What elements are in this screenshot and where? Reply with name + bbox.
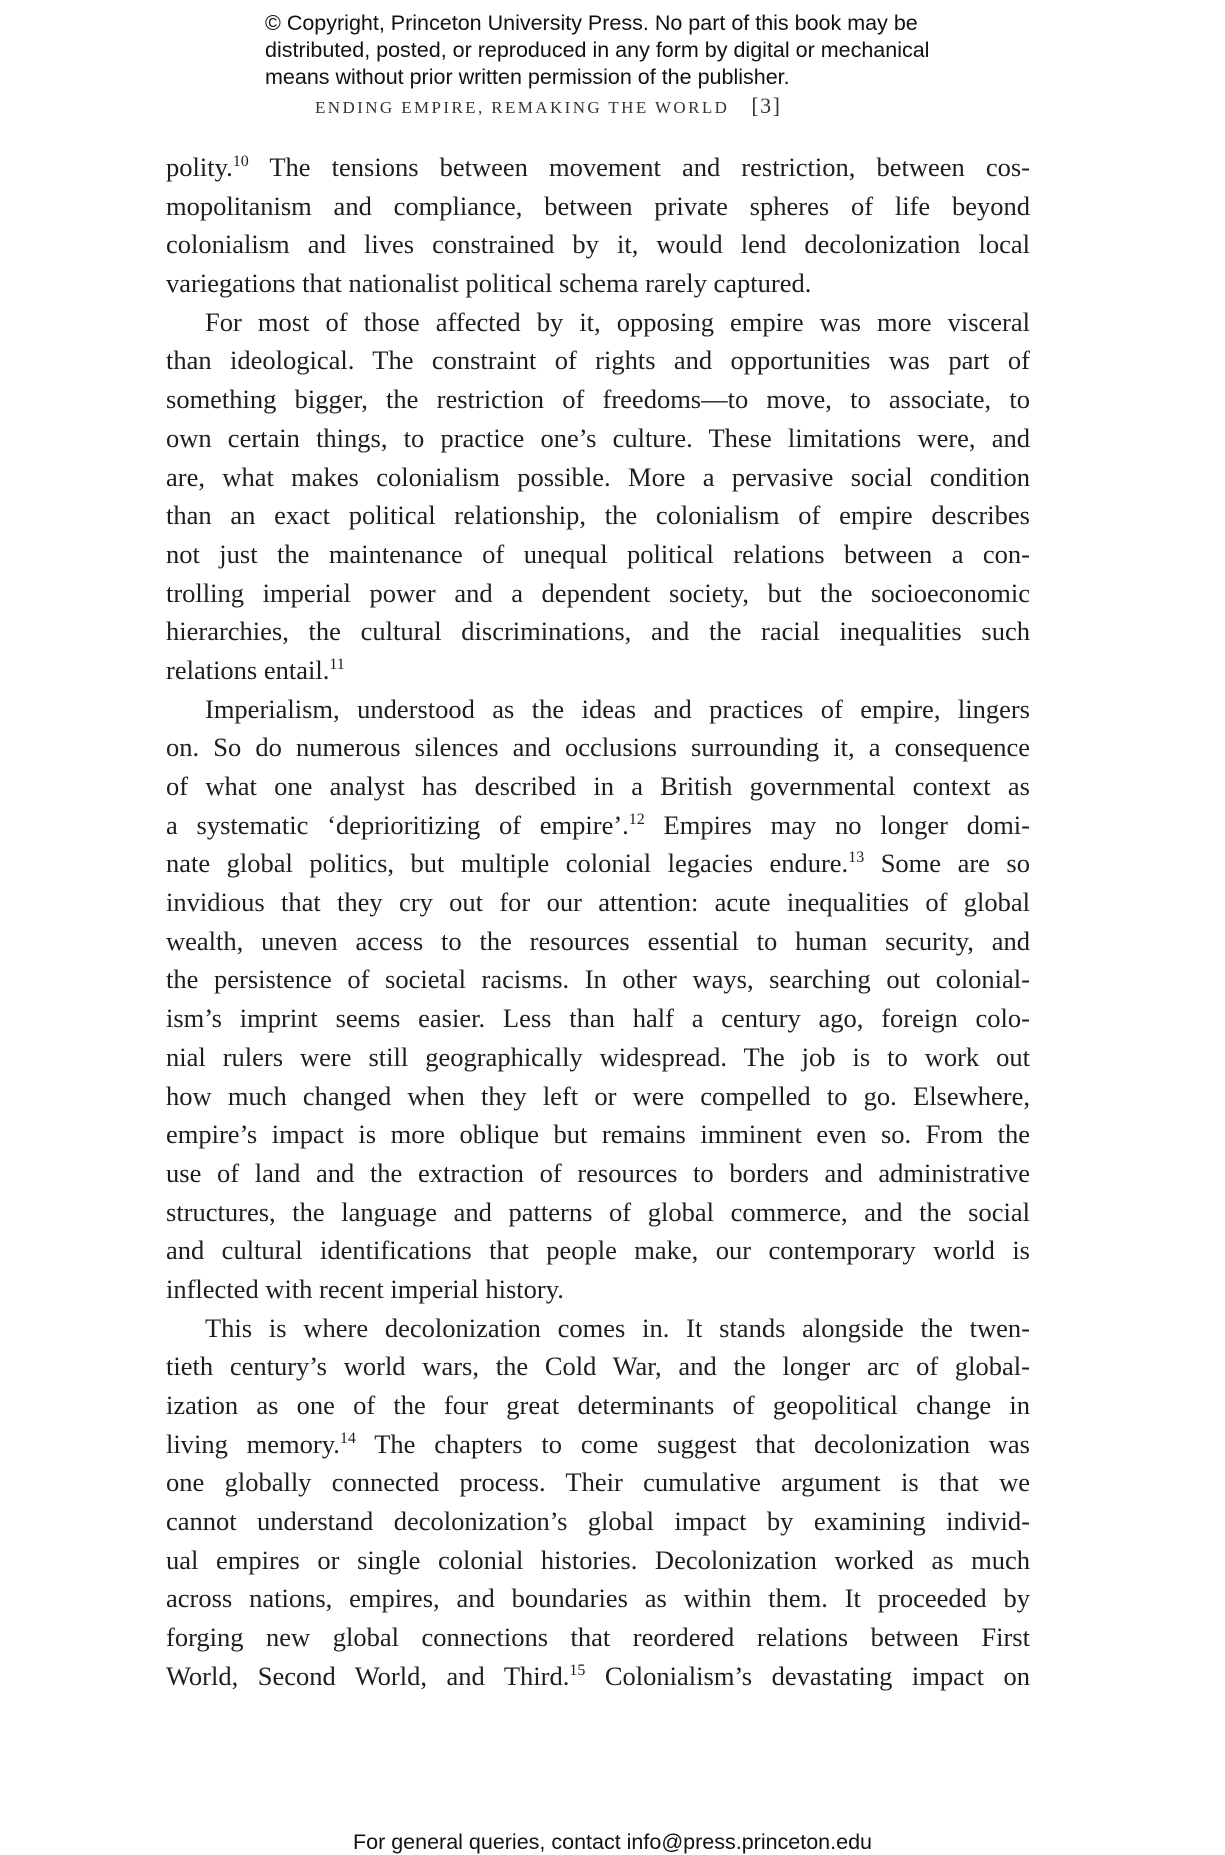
text-line: how much changed when they left or were compelled to go. Elsewhere, bbox=[166, 1080, 1030, 1111]
text-line: wealth, uneven access to the resources essential to human security, and bbox=[166, 925, 1030, 956]
footnote-ref: 11 bbox=[329, 655, 345, 673]
text-line: colonialism and lives constrained by it, would lend decolonization local bbox=[166, 229, 1030, 260]
footnote-ref: 12 bbox=[628, 810, 645, 828]
copyright-line: © Copyright, Princeton University Press. No part of this book may be bbox=[265, 11, 918, 35]
text-line: ual empires or single colonial histories. Decolonization worked as much bbox=[166, 1544, 1030, 1575]
page-number: [3] bbox=[751, 93, 782, 118]
text-line: than ideological. The constraint of rights and opportunities was part of bbox=[166, 345, 1030, 376]
text-line: own certain things, to practice one’s culture. These limitations were, and bbox=[166, 422, 1030, 453]
text-line: something bigger, the restriction of freedoms—to move, to associate, to bbox=[166, 384, 1030, 415]
text-line: inflected with recent imperial history. bbox=[166, 1273, 564, 1304]
text-line: of what one analyst has described in a British governmental context as bbox=[166, 771, 1030, 801]
text-line: forging new global connections that reordered relations between First bbox=[166, 1622, 1030, 1653]
footnote-ref: 13 bbox=[848, 849, 865, 867]
text-line: across nations, empires, and boundaries as within them. It proceeded by bbox=[166, 1583, 1030, 1614]
footer-contact: For general queries, contact info@press.princeton.edu bbox=[352, 1830, 872, 1854]
text-line: one globally connected process. Their cumulative argument is that we bbox=[166, 1467, 1030, 1498]
copyright-line: distributed, posted, or reproduced in any form by digital or mechanical bbox=[265, 38, 930, 62]
text-line: ism’s imprint seems easier. Less than half a century ago, foreign colo- bbox=[166, 1003, 1030, 1034]
text-line: hierarchies, the cultural discriminations, and the racial inequalities such bbox=[166, 616, 1030, 647]
copyright-line: means without prior written permission of the publisher. bbox=[265, 65, 790, 89]
footnote-ref: 14 bbox=[339, 1429, 356, 1447]
footnote-ref: 15 bbox=[569, 1661, 586, 1679]
text-line: relations entail.$^{11}$ bbox=[166, 654, 345, 685]
text-line: the persistence of societal racisms. In other ways, searching out colonial- bbox=[166, 964, 1030, 995]
copyright-notice bbox=[265, 10, 1025, 91]
text-line: living memory.$^{14}$ The chapters to come suggest that decolonization was bbox=[166, 1428, 1030, 1459]
running-head bbox=[315, 93, 781, 119]
text-line: a systematic ‘deprioritizing of empire’.$^{12}$ Empires may no longer domi- bbox=[166, 809, 1030, 840]
footnote-ref: 10 bbox=[232, 153, 249, 170]
text-line: polity.$^{10}$ The tensions between movement and restriction, between cos- bbox=[166, 152, 1030, 182]
text-line: are, what makes colonialism possible. More a pervasive social condition bbox=[166, 461, 1030, 492]
text-line: use of land and the extraction of resources to borders and administrative bbox=[166, 1157, 1030, 1188]
text-line: on. So do numerous silences and occlusions surrounding it, a consequence bbox=[166, 732, 1030, 763]
text-line: tieth century’s world wars, the Cold War, and the longer arc of global- bbox=[166, 1351, 1030, 1382]
text-line: cannot understand decolonization’s global impact by examining individ- bbox=[166, 1506, 1030, 1537]
text-line: not just the maintenance of unequal political relations between a con- bbox=[166, 538, 1030, 569]
text-line: mopolitanism and compliance, between private spheres of life beyond bbox=[166, 190, 1030, 221]
text-line: nial rulers were still geographically widespread. The job is to work out bbox=[166, 1041, 1030, 1072]
text-line: ization as one of the four great determinants of geopolitical change in bbox=[166, 1390, 1030, 1420]
text-line: nate global politics, but multiple colonial legacies endure.$^{13}$ Some are so bbox=[166, 848, 1030, 879]
text-line: structures, the language and patterns of global commerce, and the social bbox=[166, 1196, 1030, 1227]
text-line: This is where decolonization comes in. It stands alongside the twen- bbox=[205, 1312, 1030, 1343]
text-line: and cultural identifications that people make, our contemporary world is bbox=[166, 1235, 1030, 1266]
text-line: than an exact political relationship, the colonialism of empire describes bbox=[166, 500, 1030, 531]
text-line: invidious that they cry out for our attention: acute inequalities of global bbox=[166, 887, 1030, 918]
text-line: empire’s impact is more oblique but remains imminent even so. From the bbox=[166, 1119, 1030, 1150]
text-line: variegations that nationalist political schema rarely captured. bbox=[166, 268, 812, 299]
text-line: Imperialism, understood as the ideas and practices of empire, lingers bbox=[205, 693, 1030, 724]
body-text bbox=[166, 148, 1030, 1696]
text-line: World, Second World, and Third.$^{15}$ Colonialism’s devastating impact on bbox=[166, 1660, 1030, 1691]
text-line: For most of those affected by it, opposing empire was more visceral bbox=[205, 306, 1030, 337]
running-head-title: ENDING EMPIRE, REMAKING THE WORLD bbox=[315, 98, 730, 117]
text-line: trolling imperial power and a dependent society, but the socioeconomic bbox=[166, 577, 1030, 608]
